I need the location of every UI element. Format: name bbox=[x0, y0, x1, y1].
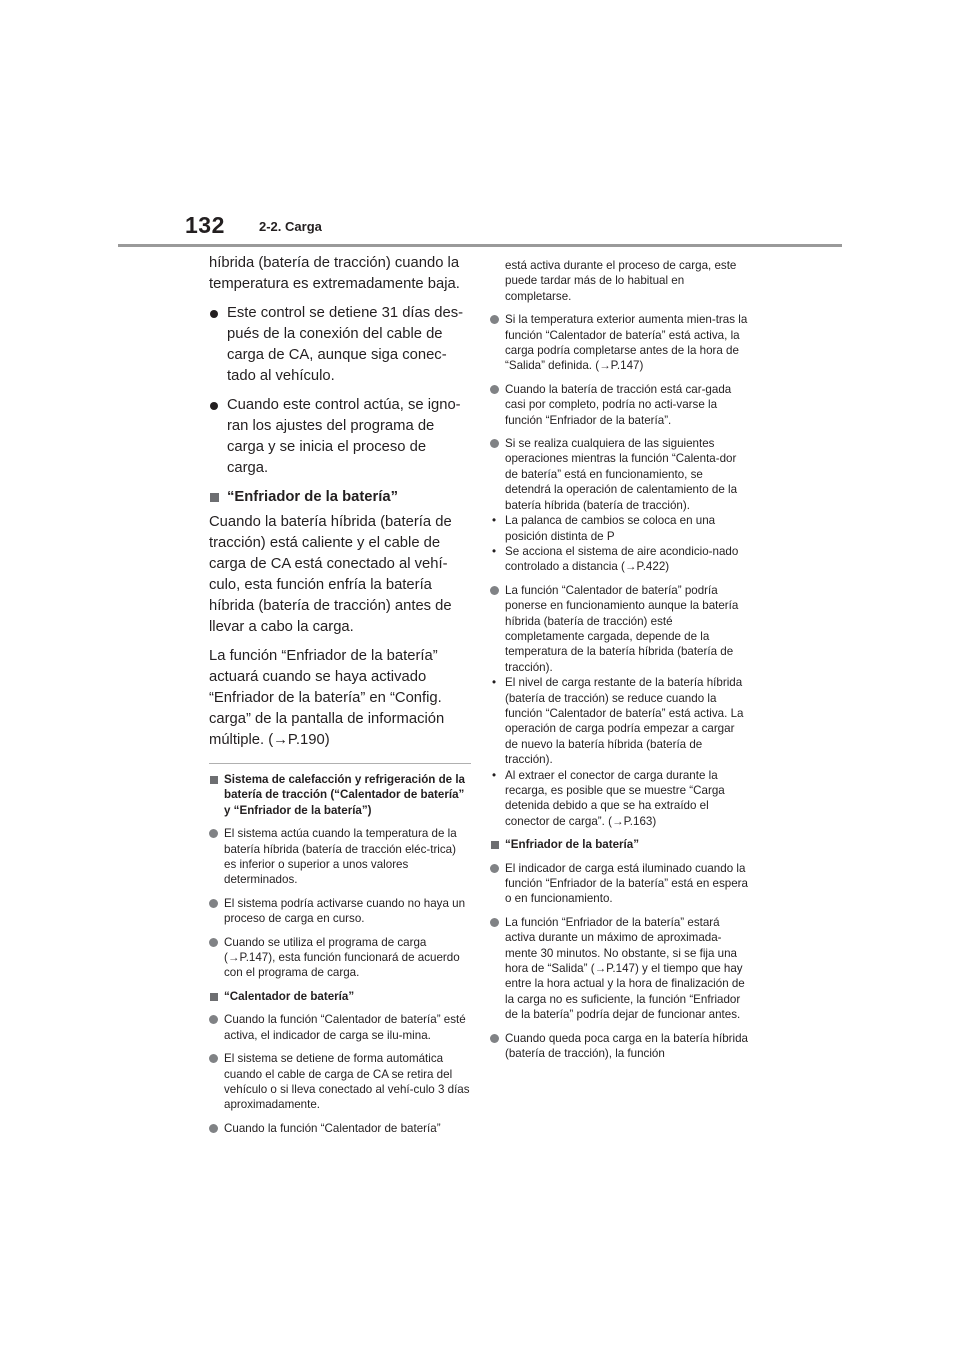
paragraph: Cuando la batería híbrida (batería de tracción) está caliente y el cable de carga de CA está conectado al vehí-culo, esta función enfría la batería híbrida (batería de tracción) antes de llevar a cabo la carga. bbox=[209, 514, 452, 635]
subsection-heading: “Enfriador de la batería” bbox=[209, 487, 471, 508]
note-heading: Sistema de calefacción y refrigeración de la batería de tracción (“Calentador de batería” y “Enfriador de la batería”) bbox=[209, 772, 471, 818]
right-column bbox=[490, 258, 750, 1070]
bullet-item: Este control se detiene 31 días des-pués de la conexión del cable de carga de CA, aunque siga conec-tado al vehículo. bbox=[209, 303, 471, 387]
note-item: El indicador de carga está iluminado cuando la función “Enfriador de la batería” está en espera o en funcionamiento. bbox=[490, 861, 750, 907]
note-item: Cuando la función “Calentador de batería” esté activa, el indicador de carga se ilu-mina. bbox=[209, 1012, 471, 1043]
note-item: El sistema se detiene de forma automática cuando el cable de carga de CA se retira del vehículo o si lleva conectado al vehí-culo 3 días aproximadamente. bbox=[209, 1051, 471, 1113]
header-divider bbox=[118, 244, 842, 247]
note-item: Si la temperatura exterior aumenta mien-tras la función “Calentador de batería” está activa, la carga podría completarse antes de la hora de “Salida” definida. (→P.147) bbox=[490, 312, 750, 374]
dot-item: • La palanca de cambios se coloca en una posición distinta de P bbox=[490, 513, 750, 544]
note-item: La función “Enfriador de la batería” estará activa durante un máximo de aproximada-mente 30 minutos. No obstante, si se fija una hora de “Salida” (→P.147) y el tiempo que hay entre la hora actual y la hora de finalización de la carga no es suficiente, la función “Enfriador de la batería” podría dejar de funcionar antes. bbox=[490, 915, 750, 1023]
note-item: Cuando queda poca carga en la batería híbrida (batería de tracción), la función bbox=[490, 1031, 750, 1062]
note-item: El sistema podría activarse cuando no haya un proceso de carga en curso. bbox=[209, 896, 471, 927]
bullet-item: Cuando este control actúa, se igno-ran los ajustes del programa de carga y se inicia el proceso de carga. bbox=[209, 395, 471, 479]
note-item: Si se realiza cualquiera de las siguientes operaciones mientras la función “Calenta-dor de batería” está en funcionamiento, se detendrá la operación de calentamiento de la batería híbrida (batería de tracción). bbox=[490, 436, 750, 513]
note-continuation: está activa durante el proceso de carga, este puede tardar más de lo habitual en completarse. bbox=[505, 259, 737, 303]
note-subheading: “Calentador de batería” bbox=[209, 989, 471, 1004]
note-item: El sistema actúa cuando la temperatura de la batería híbrida (batería de tracción eléc-trica) es inferior o superior a unos valores determinados. bbox=[209, 826, 471, 888]
note-item: Cuando la batería de tracción está car-gada casi por completo, podría no acti-varse la función “Enfriador de la batería”. bbox=[490, 382, 750, 428]
paragraph: La función “Enfriador de la batería” actuará cuando se haya activado “Enfriador de la batería” en “Config. carga” de la pantalla de información múltiple. (→P.190) bbox=[209, 648, 445, 748]
dot-item: • Se acciona el sistema de aire acondicio-nado controlado a distancia (→P.422) bbox=[490, 544, 750, 575]
page-header bbox=[0, 0, 960, 250]
note-item: Cuando la función “Calentador de batería” bbox=[209, 1121, 471, 1136]
dot-item: • Al extraer el conector de carga durante la recarga, es posible que se muestre “Carga detenida debido a que se ha extraído el conector de carga”. (→P.163) bbox=[490, 768, 750, 830]
page-number: 132 bbox=[185, 212, 225, 238]
left-column bbox=[209, 253, 471, 1144]
paragraph: híbrida (batería de tracción) cuando la temperatura es extremadamente baja. bbox=[209, 255, 460, 292]
section-title: 2-2. Carga bbox=[259, 219, 322, 234]
section-divider bbox=[209, 763, 471, 764]
note-subheading: “Enfriador de la batería” bbox=[490, 837, 750, 852]
note-item: La función “Calentador de batería” podría ponerse en funcionamiento aunque la batería híbrida (batería de tracción) esté completamente cargada, depende de la temperatura de la batería híbrida (batería de tracción). bbox=[490, 583, 750, 675]
dot-item: • El nivel de carga restante de la batería híbrida (batería de tracción) se reduce cuando la función “Calentador de batería” está activa. La operación de carga podría empezar a cargar de nuevo la batería híbrida (batería de tracción). bbox=[490, 675, 750, 767]
note-item: Cuando se utiliza el programa de carga (→P.147), esta función funcionará de acuerdo con el programa de carga. bbox=[209, 935, 471, 981]
